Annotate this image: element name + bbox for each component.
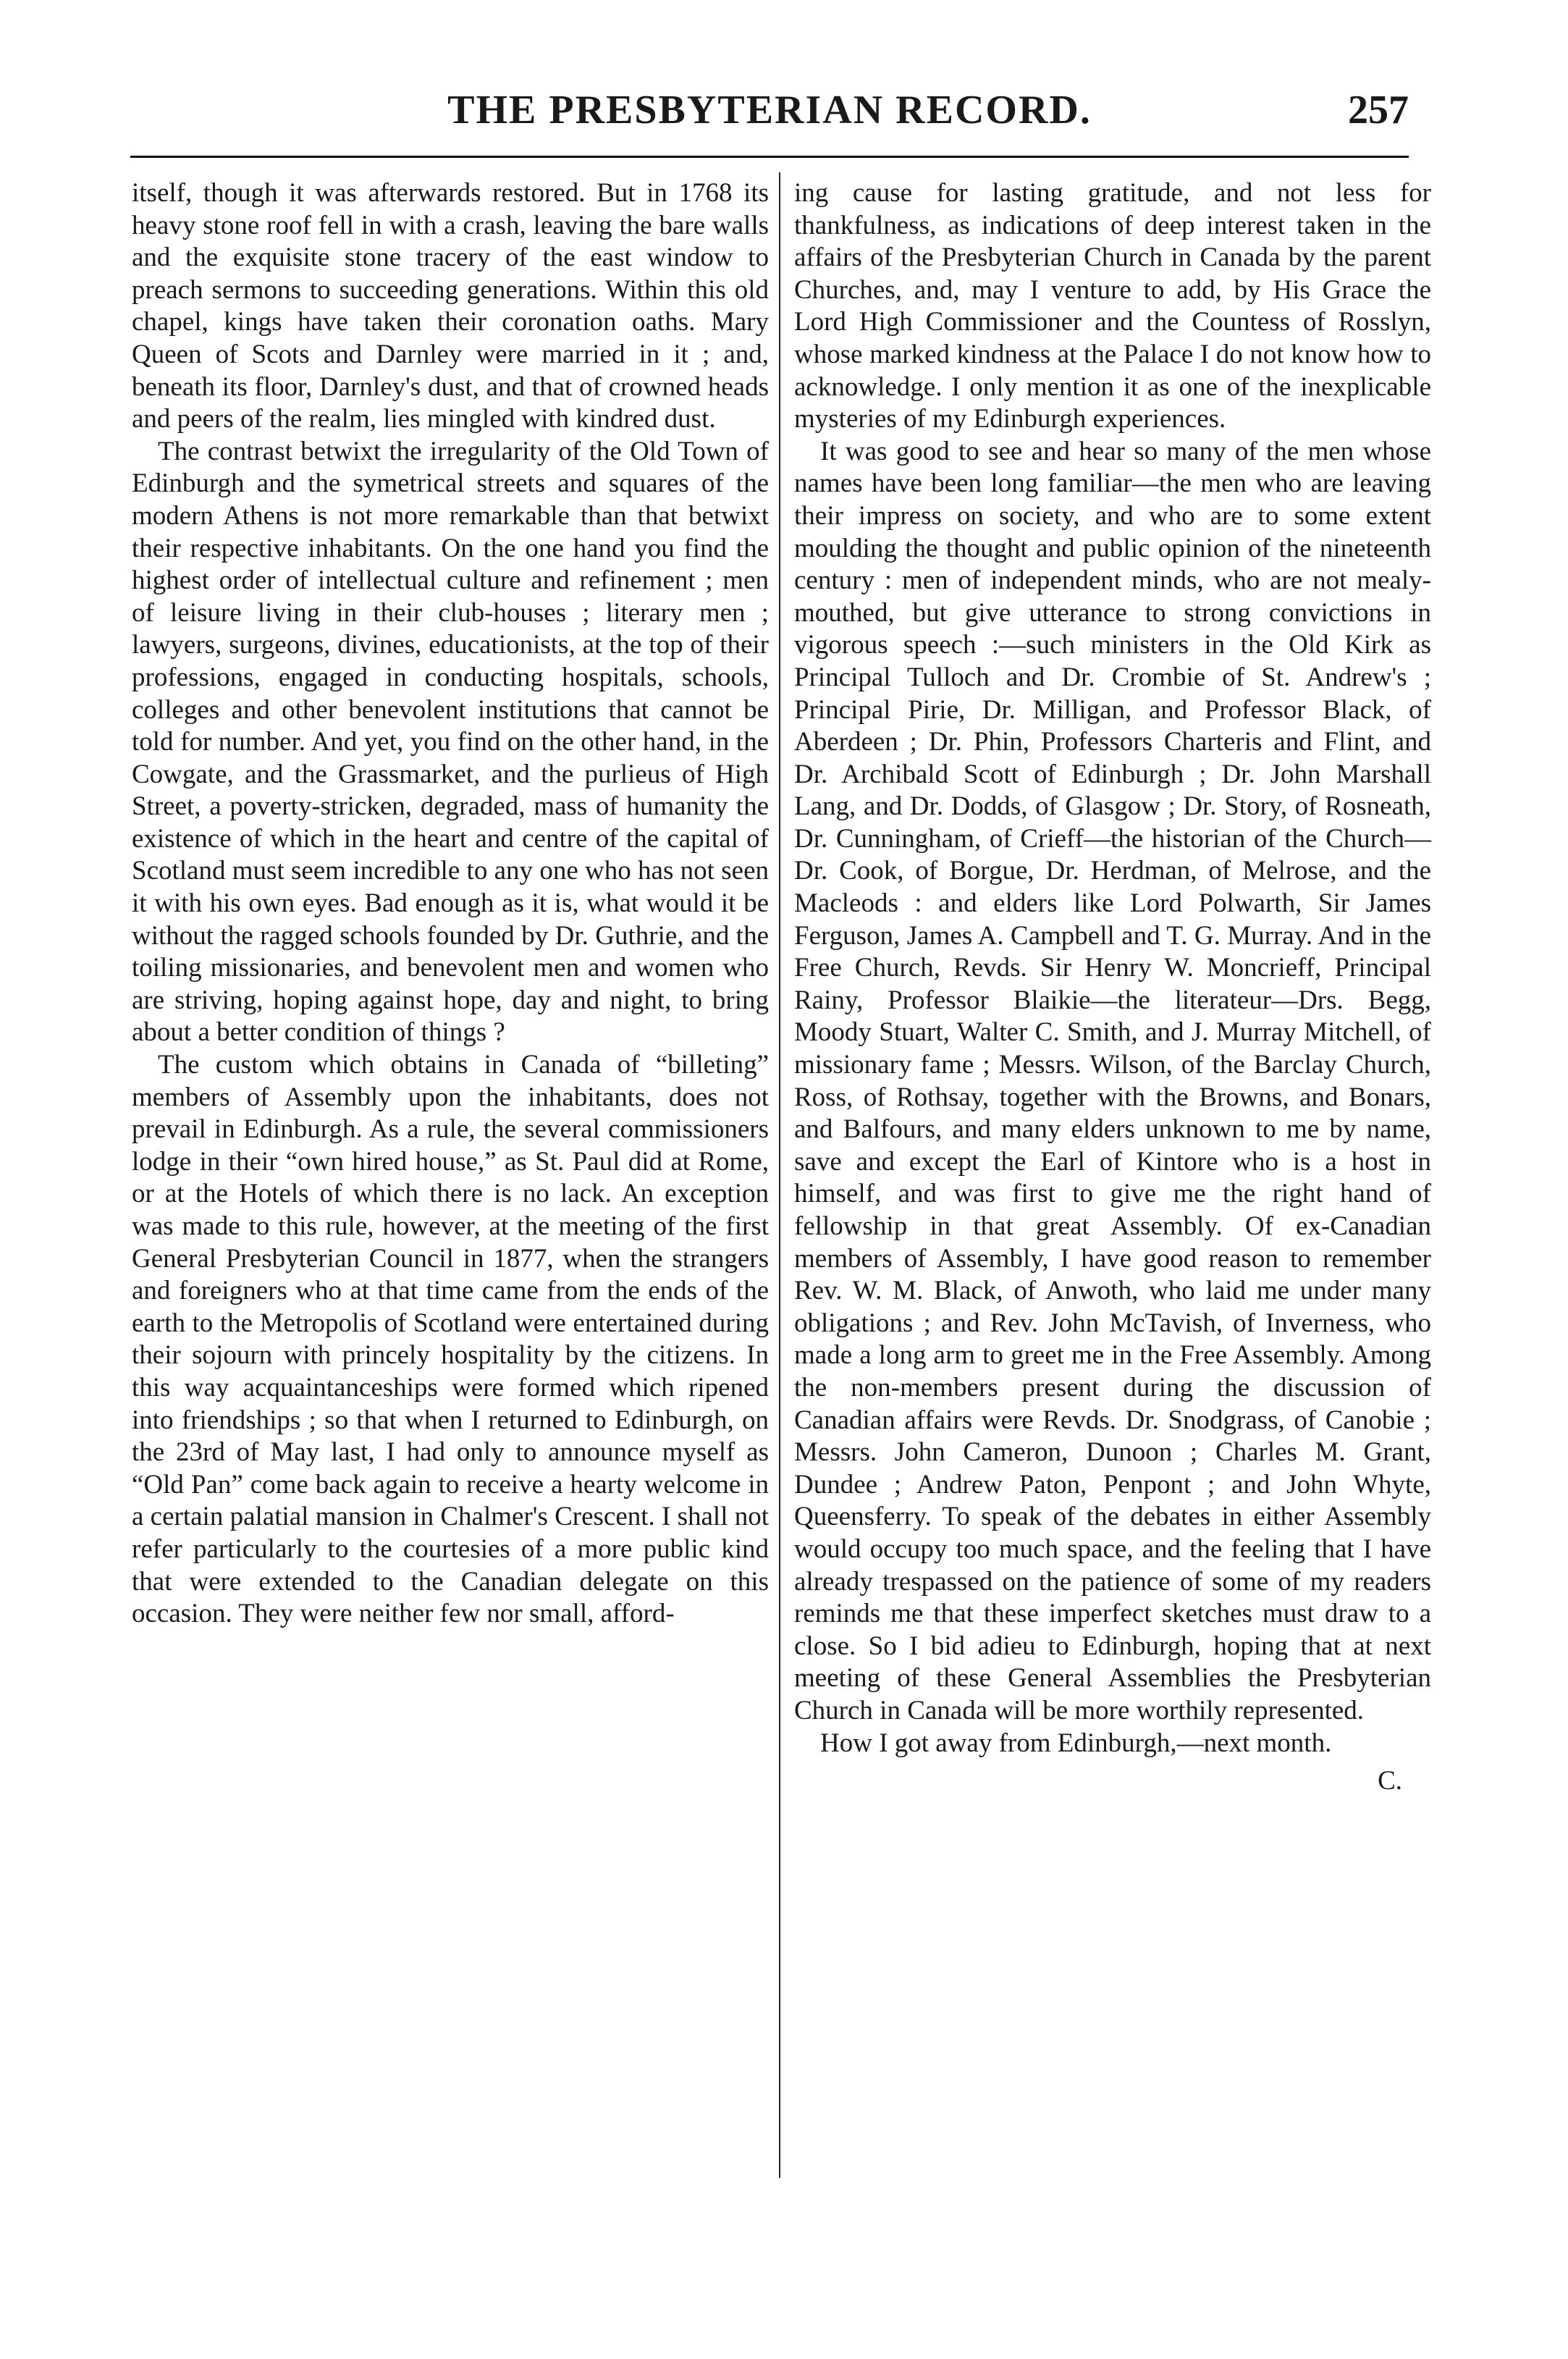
left-column	[132, 177, 769, 1631]
paragraph: The custom which obtains in Canada of “billeting” members of Assembly upon the inhabitants, does not prevail in Edinburgh. As a rule, the several commissioners lodge in their “own hired house,” as St. Paul did at Rome, or at the Hotels of which there is no lack. An exception was made to this rule, however, at the meeting of the first General Presbyterian Council in 1877, when the strangers and foreigners who at that time came from the ends of the earth to the Metropolis of Scotland were entertained during their sojourn with princely hospitality by the citizens. In this way acquaintanceships were formed which ripened into friendships ; so that when I returned to Edinburgh, on the 23rd of May last, I had only to announce myself as “Old Pan” come back again to receive a hearty welcome in a certain palatial mansion in Chalmer's Crescent. I shall not refer particularly to the courtesies of a more public kind that were extended to the Canadian delegate on this occasion. They were neither few nor small, afford-	[132, 1050, 770, 1629]
page-number: 257	[1348, 88, 1409, 133]
paragraph: How I got away from Edinburgh,—next month.	[820, 1728, 1332, 1758]
signature: C.	[1378, 1766, 1402, 1796]
paragraph: itself, though it was afterwards restored. But in 1768 its heavy stone roof fell in with a crash, leaving the bare walls and the exquisite stone tracery of the east window to preach sermons to succeeding generations. Within this old chapel, kings have taken their coronation oaths. Mary Queen of Scots and Darnley were married in it ; and, beneath its floor, Darnley's dust, and that of crowned heads and peers of the realm, lies mingled with kindred dust.	[132, 178, 769, 434]
paragraph: The contrast betwixt the irregularity of the Old Town of Edinburgh and the symetrical streets and squares of the modern Athens is not more remarkable than that betwixt their respective inhabitants. On the one hand you find the highest order of intellectual culture and refinement ; men of leisure living in their club-houses ; literary men ; lawyers, surgeons, divines, educationists, at the top of their professions, engaged in conducting hospitals, schools, colleges and other benevolent institutions that cannot be told for number. And yet, you find on the other hand, in the Cowgate, and the Grassmarket, and the purlieus of High Street, a poverty-stricken, degraded, mass of humanity the existence of which in the heart and centre of the capital of Scotland must seem incredible to any one who has not seen it with his own eyes. Bad enough as it is, what would it be without the ragged schools founded by Dr. Guthrie, and the toiling missionaries, and benevolent men and women who are striving, hoping against hope, day and night, to bring about a better condition of things ?	[132, 436, 769, 1048]
journal-title: THE PRESBYTERIAN RECORD.	[447, 88, 1092, 133]
header-rule	[130, 156, 1409, 158]
column-divider	[779, 172, 780, 2178]
right-column	[794, 177, 1431, 1798]
paragraph: It was good to see and hear so many of the men whose names have been long familiar—the men who are leaving their impress on society, and who are to some extent moulding the thought and public opinion of the nineteenth century : men of independent minds, who are not mealy-mouthed, but give utterance to strong convictions in vigorous speech :—such ministers in the Old Kirk as Principal Tulloch and Dr. Crombie of St. Andrew's ; Principal Pirie, Dr. Milligan, and Professor Black, of Aberdeen ; Dr. Phin, Professors Charteris and Flint, and Dr. Archibald Scott of Edinburgh ; Dr. John Marshall Lang, and Dr. Dodds, of Glasgow ; Dr. Story, of Rosneath, Dr. Cunningham, of Crieff—the historian of the Church—Dr. Cook, of Borgue, Dr. Herdman, of Melrose, and the Macleods : and elders like Lord Polwarth, Sir James Ferguson, James A. Campbell and T. G. Murray. And in the Free Church, Revds. Sir Henry W. Moncrieff, Principal Rainy, Professor Blaikie—the literateur—Drs. Begg, Moody Stuart, Walter C. Smith, and J. Murray Mitchell, of missionary fame ; Messrs. Wilson, of the Barclay Church, Ross, of Rothsay, together with the Browns, and Bonars, and Balfours, and many elders unknown to me by name, save and except the Earl of Kintore who is a host in himself, and was first to give me the right hand of fellowship in that great Assembly. Of ex-Canadian members of Assembly, I have good reason to remember Rev. W. M. Black, of Anwoth, who laid me under many obligations ; and Rev. John McTavish, of Inverness, who made a long arm to greet me in the Free Assembly. Among the non-members present during the discussion of Canadian affairs were Revds. Dr. Snodgrass, of Canobie ; Messrs. John Cameron, Dunoon ; Charles M. Grant, Dundee ; Andrew Paton, Penpont ; and John Whyte, Queensferry. To speak of the debates in either Assembly would occupy too much space, and the feeling that I have already trespassed on the patience of some of my readers reminds me that these imperfect sketches must draw to a close. So I bid adieu to Edinburgh, hoping that at next meeting of these General Assemblies the Presbyterian Church in Canada will be more worthily represented.	[794, 436, 1431, 1725]
paragraph: ing cause for lasting gratitude, and not less for thankfulness, as indications of deep interest taken in the affairs of the Presbyterian Church in Canada by the parent Churches, and, may I venture to add, by His Grace the Lord High Commissioner and the Countess of Rosslyn, whose marked kindness at the Palace I do not know how to acknowledge. I only mention it as one of the inexplicable mysteries of my Edinburgh experiences.	[794, 178, 1431, 434]
running-header	[130, 87, 1409, 149]
